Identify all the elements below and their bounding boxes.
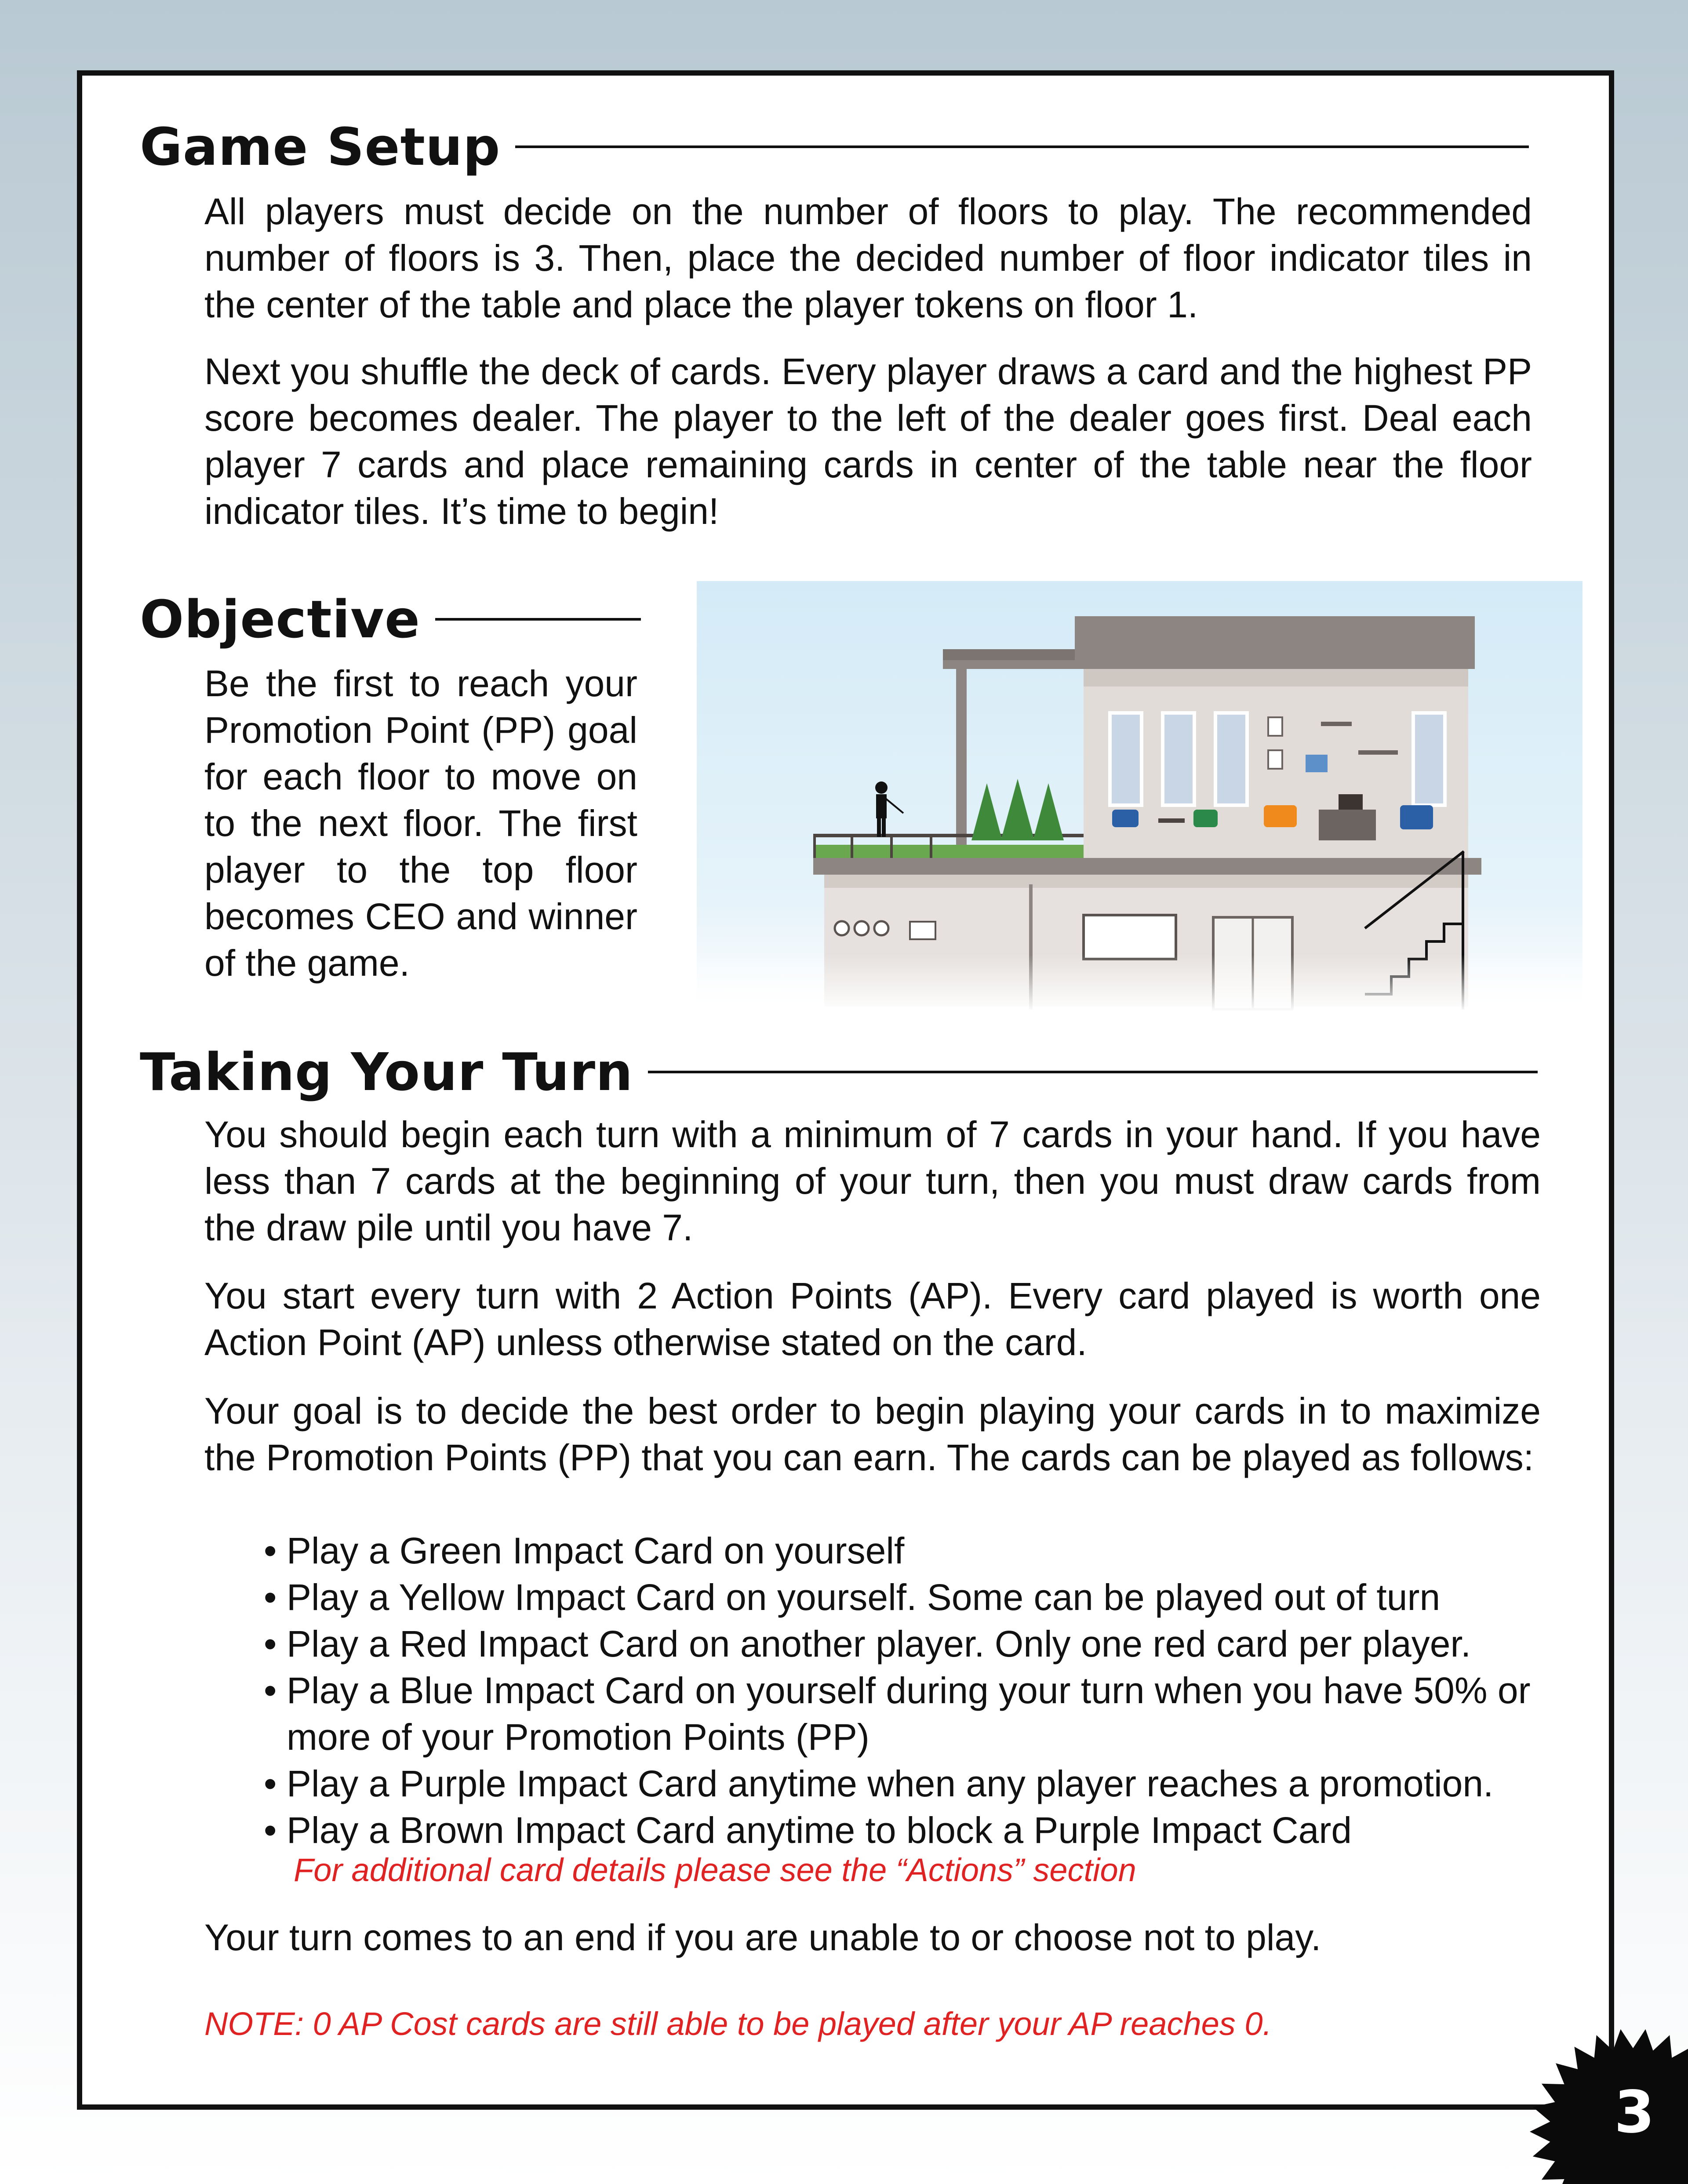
- bullet-text-green: Play a Green Impact Card on yourself: [287, 1530, 905, 1571]
- game-setup-title: Game Setup: [140, 116, 501, 177]
- bullet-icon: •: [264, 1763, 277, 1804]
- list-item: [264, 1621, 1582, 1667]
- bullet-text-blue: Play a Blue Impact Card on yourself during your turn when you have 50% or more of your Promotion Points (PP): [287, 1670, 1531, 1758]
- bullet-icon: •: [264, 1577, 277, 1618]
- turn-paragraph-3: Your goal is to decide the best order to begin playing your cards in to maximize the Promotion Points (PP) that you can earn. The cards can be played as follows:: [204, 1390, 1541, 1478]
- game-setup-heading: [140, 116, 1529, 177]
- bullet-icon: •: [264, 1670, 277, 1711]
- card-play-list: [264, 1527, 1582, 1853]
- list-item: [264, 1574, 1582, 1621]
- list-item: [264, 1527, 1582, 1574]
- bullet-icon: •: [264, 1623, 277, 1664]
- list-item: [264, 1807, 1582, 1853]
- card-details-note: For additional card details please see the “Actions” section: [294, 1852, 1136, 1888]
- objective-heading: [140, 589, 641, 650]
- bullet-icon: •: [264, 1810, 277, 1851]
- turn-paragraph-1: You should begin each turn with a minimum of 7 cards in your hand. If you have less than 7 cards at the beginning of your turn, then you must draw cards from the draw pile until you have 7.: [204, 1114, 1541, 1248]
- taking-your-turn-title: Taking Your Turn: [140, 1042, 633, 1102]
- taking-your-turn-heading: [140, 1042, 1538, 1102]
- heading-rule: [648, 1071, 1538, 1073]
- bullet-text-yellow: Play a Yellow Impact Card on yourself. Some can be played out of turn: [287, 1577, 1441, 1618]
- objective-paragraph: Be the first to reach your Promotion Point (PP) goal for each floor to move on to the next floor. The first player to the top floor becomes CEO and winner of the game.: [204, 663, 637, 984]
- office-building-illustration: [697, 581, 1582, 1012]
- turn-paragraph-2: You start every turn with 2 Action Points (AP). Every card played is worth one Action Point (AP) unless otherwise stated on the card.: [204, 1275, 1541, 1363]
- ap-cost-note: NOTE: 0 AP Cost cards are still able to be played after your AP reaches 0.: [204, 2006, 1272, 2042]
- setup-paragraph-1: All players must decide on the number of floors to play. The recommended number of floors is 3. Then, place the decided number of floor indicator tiles in the center of the table and place the player tokens on floor 1.: [204, 191, 1532, 325]
- bullet-text-red: Play a Red Impact Card on another player. Only one red card per player.: [287, 1623, 1471, 1664]
- heading-rule: [435, 618, 641, 621]
- list-item: [264, 1760, 1582, 1807]
- bullet-icon: •: [264, 1530, 277, 1571]
- list-item: [264, 1667, 1553, 1760]
- heading-rule: [515, 145, 1529, 148]
- objective-title: Objective: [140, 589, 421, 650]
- bullet-text-purple: Play a Purple Impact Card anytime when any player reaches a promotion.: [287, 1763, 1494, 1804]
- page-number: 3: [1614, 2079, 1655, 2146]
- bullet-text-brown: Play a Brown Impact Card anytime to block a Purple Impact Card: [287, 1810, 1352, 1851]
- turn-paragraph-4: Your turn comes to an end if you are unable to or choose not to play.: [204, 1917, 1321, 1958]
- setup-paragraph-2: Next you shuffle the deck of cards. Every player draws a card and the highest PP score becomes dealer. The player to the left of the dealer goes first. Deal each player 7 cards and place remaining cards in center of the table near the floor indicator tiles. It’s time to begin!: [204, 351, 1532, 532]
